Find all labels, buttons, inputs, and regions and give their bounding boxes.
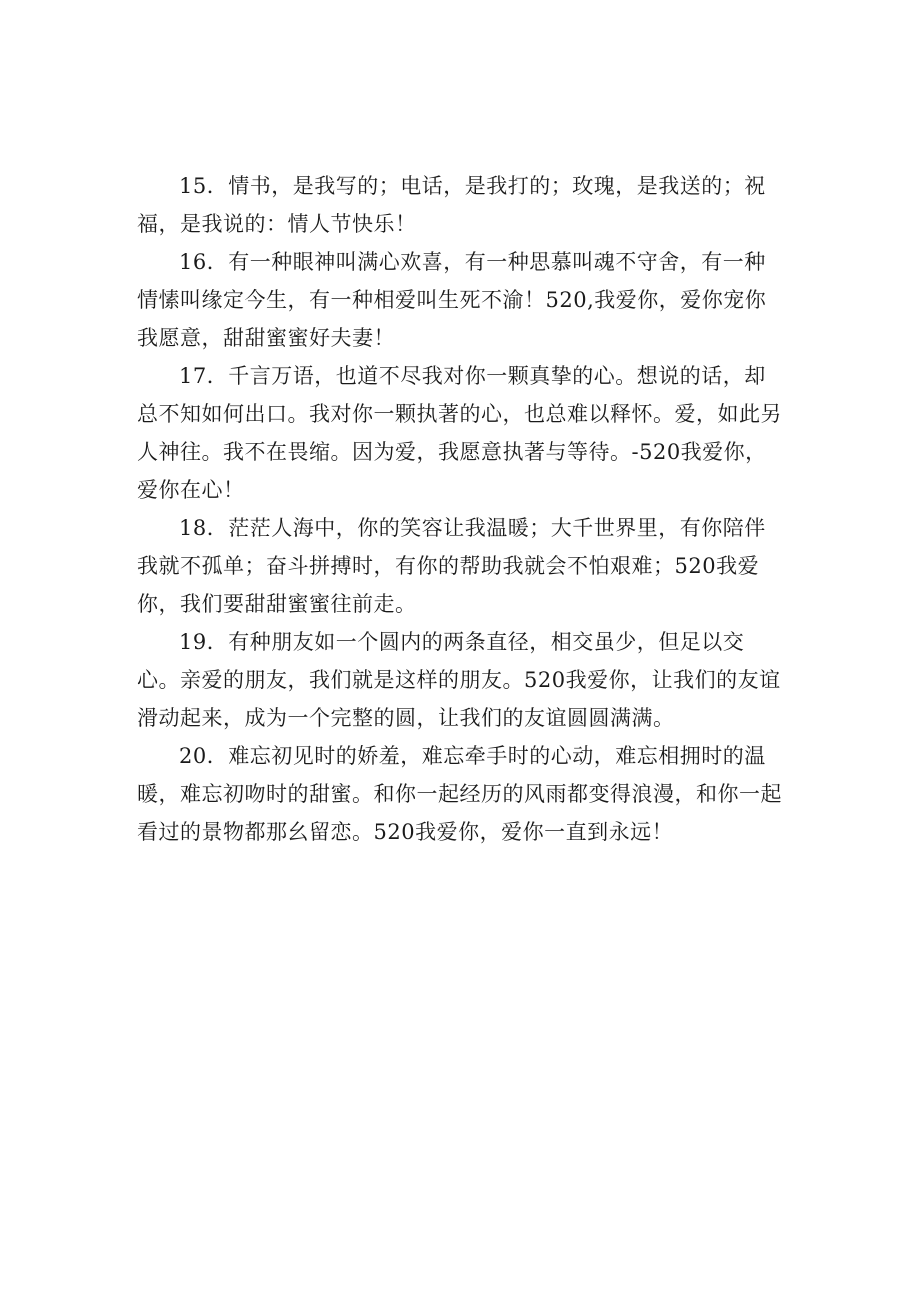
paragraph-line: 我愿意，甜甜蜜蜜好夫妻！ bbox=[137, 326, 395, 350]
paragraph-17 bbox=[137, 357, 785, 509]
paragraph-line: 爱你在心！ bbox=[137, 478, 245, 502]
paragraph-line: 情愫叫缘定今生，有一种相爱叫生死不渝！520,我爱你，爱你宠你 bbox=[137, 288, 767, 312]
paragraph-20 bbox=[137, 737, 785, 851]
paragraph-line: 我就不孤单；奋斗拼搏时，有你的帮助我就会不怕艰难；520我爱 bbox=[137, 554, 760, 578]
paragraph-19 bbox=[137, 623, 785, 737]
paragraph-line: 人神往。我不在畏缩。因为爱，我愿意执著与等待。-520我爱你， bbox=[137, 440, 767, 464]
paragraph-line: 20．难忘初见时的娇羞，难忘牵手时的心动，难忘相拥时的温 bbox=[179, 744, 766, 768]
paragraph-18 bbox=[137, 509, 785, 623]
paragraph-line: 15．情书，是我写的；电话，是我打的；玫瑰，是我送的；祝 bbox=[179, 174, 766, 198]
document-body bbox=[137, 167, 785, 851]
paragraph-line: 17．千言万语，也道不尽我对你一颗真挚的心。想说的话，却 bbox=[179, 364, 766, 388]
paragraph-line: 心。亲爱的朋友，我们就是这样的朋友。520我爱你，让我们的友谊 bbox=[137, 668, 781, 692]
paragraph-16 bbox=[137, 243, 785, 357]
paragraph-line: 看过的景物都那幺留恋。520我爱你，爱你一直到永远！ bbox=[137, 820, 674, 844]
paragraph-line: 暖，难忘初吻时的甜蜜。和你一起经历的风雨都变得浪漫，和你一起 bbox=[137, 782, 782, 806]
paragraph-line: 19．有种朋友如一个圆内的两条直径，相交虽少，但足以交 bbox=[179, 630, 745, 654]
paragraph-line: 16．有一种眼神叫满心欢喜，有一种思慕叫魂不守舍，有一种 bbox=[179, 250, 766, 274]
paragraph-15 bbox=[137, 167, 785, 243]
paragraph-line: 你，我们要甜甜蜜蜜往前走。 bbox=[137, 592, 417, 616]
paragraph-line: 18．茫茫人海中，你的笑容让我温暖；大千世界里，有你陪伴 bbox=[179, 516, 766, 540]
paragraph-line: 福，是我说的：情人节快乐！ bbox=[137, 212, 417, 236]
paragraph-line: 滑动起来，成为一个完整的圆，让我们的友谊圆圆满满。 bbox=[137, 706, 675, 730]
paragraph-line: 总不知如何出口。我对你一颗执著的心，也总难以释怀。爱，如此另 bbox=[137, 402, 782, 426]
